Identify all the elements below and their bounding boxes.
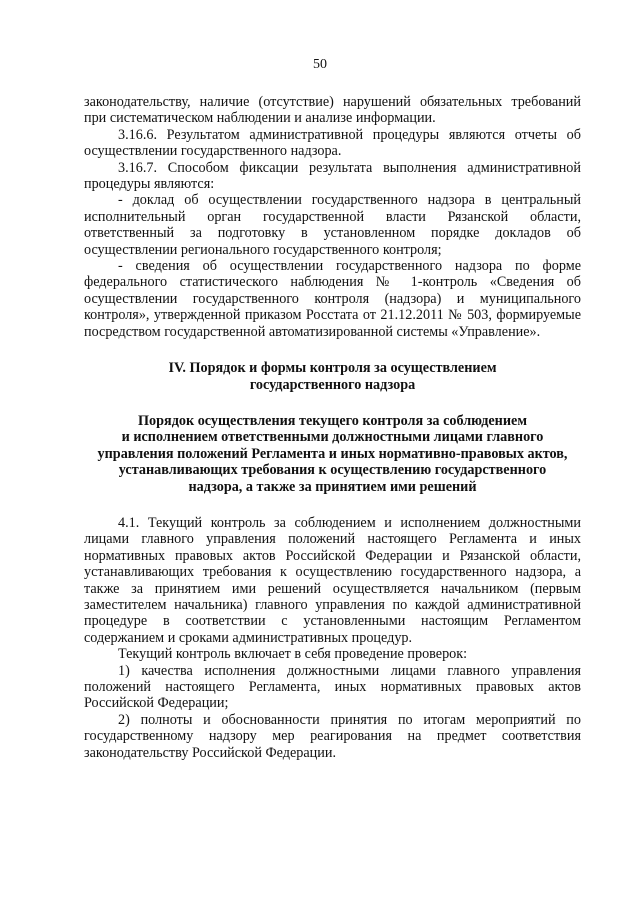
heading-line: IV. Порядок и формы контроля за осуществлением <box>168 360 497 377</box>
text-line: федерального статистического наблюдения № 1-контроль «Сведения об <box>84 274 581 291</box>
text-line: лицами главного управления положений настоящего Регламента и иных <box>84 531 581 548</box>
text-line: законодательству Российской Федерации. <box>84 744 337 761</box>
text-line: - доклад об осуществлении государственного надзора в центральный <box>118 192 581 209</box>
heading-line: надзора, а также за принятием ими решений <box>188 478 477 495</box>
text-line: Российской Федерации; <box>84 695 229 712</box>
text-line: - сведения об осуществлении государственного надзора по форме <box>118 258 581 275</box>
paragraph-3-16-6 <box>84 127 581 160</box>
paragraph-continuation <box>84 94 581 127</box>
text-line: положений настоящего Регламента, иных нормативных правовых актов <box>84 679 581 695</box>
text-line: законодательству, наличие (отсутствие) нарушений обязательных требований <box>84 94 581 110</box>
text-line: процедуре в соответствии с установленными настоящим Регламентом <box>84 613 581 630</box>
text-line: 1) качества исполнения должностными лицами главного управления <box>118 662 581 679</box>
text-line: заместителем начальника) главного управления по каждой административной <box>84 596 581 613</box>
subsection-heading <box>84 413 581 495</box>
text-line: 2) полноты и обоснованности принятия по итогам мероприятий по <box>118 711 581 728</box>
list-item-quality <box>84 663 581 712</box>
heading-line: государственного надзора <box>249 376 416 393</box>
heading-line: Порядок осуществления текущего контроля за соблюдением <box>138 412 527 429</box>
spacer <box>84 495 581 515</box>
text-line: контроля», утвержденной приказом Росстата от 21.12.2011 № 503, формируемые <box>84 307 581 324</box>
spacer <box>84 393 581 413</box>
paragraph-3-16-7 <box>84 160 581 193</box>
page-number: 50 <box>313 57 327 72</box>
text-line: содержанием и сроками административных процедур. <box>84 629 413 646</box>
list-item-report <box>84 192 581 258</box>
text-line: осуществлении государственного надзора. <box>84 143 342 160</box>
section-heading <box>84 360 581 393</box>
paragraph-4-1 <box>84 515 581 646</box>
heading-line: управления положений Регламента и иных нормативно-правовых актов, <box>97 445 568 462</box>
text-line: ответственный за подготовку в установленном порядке докладов об <box>84 225 581 242</box>
text-line: исполнительный орган государственной власти Рязанской области, <box>84 208 581 225</box>
text-line: Текущий контроль включает в себя проведение проверок: <box>118 646 468 663</box>
list-item-completeness <box>84 712 581 761</box>
text-line: устанавливающих требования к осуществлению государственного надзора, а <box>84 564 581 581</box>
text-line: осуществлении государственного контроля (надзора) и муниципального <box>84 290 581 307</box>
text-line: процедуры являются: <box>84 176 215 193</box>
text-line: государственному надзору мер реагирования на предмет соответствия <box>84 728 581 745</box>
text-line: 4.1. Текущий контроль за соблюдением и исполнением должностными <box>118 514 581 531</box>
paragraph-current-control <box>84 646 581 662</box>
text-line: нормативных правовых актов Российской Федерации и Рязанской области, <box>84 547 581 564</box>
list-item-statistics <box>84 258 581 340</box>
spacer <box>84 340 581 360</box>
text-line: также за принятием ими решений осуществляется начальником (первым <box>84 580 581 597</box>
text-line: осуществлении регионального государственного контроля; <box>84 241 442 258</box>
text-line: при систематическом наблюдении и анализе информации. <box>84 110 436 127</box>
heading-line: устанавливающих требования к осуществлению государственного <box>118 462 547 479</box>
heading-line: и исполнением ответственными должностными лицами главного <box>121 429 544 446</box>
text-line: 3.16.7. Способом фиксации результата выполнения административной <box>118 159 581 176</box>
text-line: 3.16.6. Результатом административной процедуры являются отчеты об <box>118 126 581 143</box>
page-body <box>84 94 581 761</box>
text-line: посредством государственной автоматизированной системы «Управление». <box>84 323 541 340</box>
